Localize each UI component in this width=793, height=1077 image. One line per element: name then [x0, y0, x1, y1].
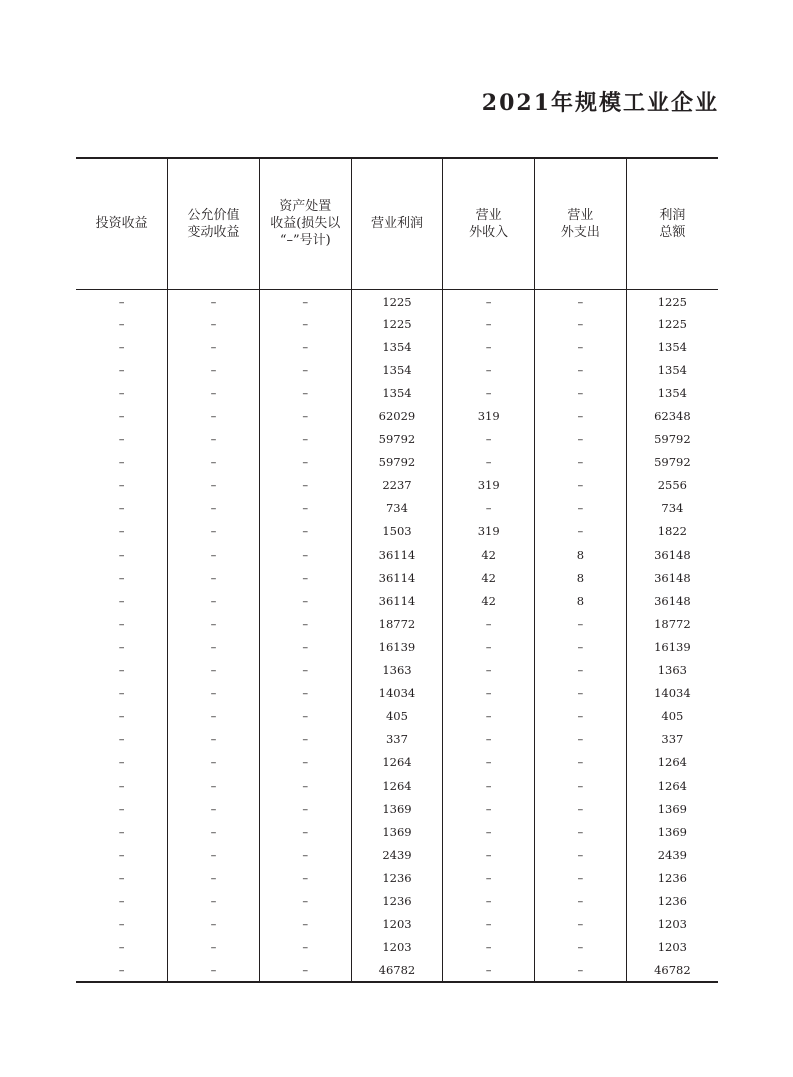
cell-total-profit: 1264: [626, 751, 718, 774]
cell-total-profit: 1369: [626, 820, 718, 843]
cell-non-operating-income: –: [443, 774, 535, 797]
cell-operating-profit: 2237: [351, 474, 443, 497]
table-row: [76, 289, 718, 312]
page-title: 2021年规模工业企业: [481, 90, 719, 116]
cell-non-operating-income: –: [443, 335, 535, 358]
cell-asset-disposal-income: –: [259, 682, 351, 705]
cell-operating-profit: 36114: [351, 543, 443, 566]
table-row: [76, 566, 718, 589]
cell-fair-value-change: –: [168, 358, 260, 381]
cell-non-operating-expense: –: [535, 358, 627, 381]
cell-investment-income: –: [118, 385, 125, 400]
cell-fair-value-change: –: [168, 404, 260, 427]
cell-fair-value-change: –: [168, 774, 260, 797]
table-row: [76, 913, 718, 936]
cell-operating-profit: 1363: [351, 659, 443, 682]
cell-asset-disposal-income: –: [259, 404, 351, 427]
cell-operating-profit: 2439: [351, 843, 443, 866]
cell-asset-disposal-income: –: [259, 589, 351, 612]
cell-non-operating-income: –: [443, 381, 535, 404]
cell-investment-income: –: [118, 547, 125, 562]
cell-asset-disposal-income: –: [259, 728, 351, 751]
table-body: [76, 289, 718, 982]
cell-total-profit: 734: [626, 497, 718, 520]
cell-total-profit: 62348: [626, 404, 718, 427]
cell-investment-income: –: [118, 339, 125, 354]
table-row: [76, 843, 718, 866]
cell-operating-profit: 1354: [351, 381, 443, 404]
cell-non-operating-income: –: [443, 797, 535, 820]
cell-fair-value-change: –: [168, 289, 260, 312]
cell-fair-value-change: –: [168, 866, 260, 889]
cell-asset-disposal-income: –: [259, 936, 351, 959]
cell-non-operating-expense: –: [535, 936, 627, 959]
header-operating-profit: 营业利润: [351, 158, 443, 289]
cell-non-operating-expense: –: [535, 404, 627, 427]
cell-investment-income: –: [118, 639, 125, 654]
cell-asset-disposal-income: –: [259, 566, 351, 589]
cell-operating-profit: 59792: [351, 451, 443, 474]
table-row: [76, 820, 718, 843]
cell-investment-income: –: [118, 362, 125, 377]
cell-total-profit: 14034: [626, 682, 718, 705]
cell-investment-income: –: [118, 824, 125, 839]
cell-fair-value-change: –: [168, 566, 260, 589]
cell-total-profit: 2439: [626, 843, 718, 866]
cell-investment-income: –: [76, 959, 168, 982]
cell-fair-value-change: –: [168, 635, 260, 658]
cell-asset-disposal-income: –: [259, 820, 351, 843]
table-row: [76, 312, 718, 335]
cell-total-profit: 1354: [626, 335, 718, 358]
table-row: [76, 751, 718, 774]
cell-investment-income: –: [118, 432, 125, 447]
cell-investment-income: –: [118, 732, 125, 747]
table-row: [76, 705, 718, 728]
cell-non-operating-expense: –: [535, 774, 627, 797]
cell-operating-profit: 36114: [351, 589, 443, 612]
cell-non-operating-expense: –: [535, 728, 627, 751]
cell-fair-value-change: –: [168, 797, 260, 820]
cell-total-profit: 1822: [626, 520, 718, 543]
cell-investment-income: –: [118, 409, 125, 424]
cell-operating-profit: 46782: [351, 959, 443, 982]
cell-non-operating-income: –: [443, 705, 535, 728]
cell-asset-disposal-income: –: [259, 358, 351, 381]
cell-asset-disposal-income: –: [259, 843, 351, 866]
cell-non-operating-income: –: [443, 312, 535, 335]
table-row: [76, 635, 718, 658]
cell-total-profit: 1264: [626, 774, 718, 797]
cell-total-profit: 18772: [626, 612, 718, 635]
cell-non-operating-income: –: [443, 635, 535, 658]
cell-total-profit: 16139: [626, 635, 718, 658]
cell-non-operating-income: –: [443, 959, 535, 982]
cell-non-operating-expense: –: [535, 659, 627, 682]
cell-total-profit: 1354: [626, 358, 718, 381]
cell-asset-disposal-income: –: [259, 520, 351, 543]
cell-investment-income: –: [118, 686, 125, 701]
cell-total-profit: 1203: [626, 913, 718, 936]
table-row: [76, 381, 718, 404]
cell-non-operating-income: 42: [443, 566, 535, 589]
table-row: [76, 589, 718, 612]
cell-investment-income: –: [118, 570, 125, 585]
cell-non-operating-expense: –: [535, 312, 627, 335]
cell-operating-profit: 1369: [351, 797, 443, 820]
table-row: [76, 936, 718, 959]
cell-total-profit: 1225: [626, 289, 718, 312]
cell-operating-profit: 1225: [351, 289, 443, 312]
table-row: [76, 335, 718, 358]
cell-fair-value-change: –: [168, 682, 260, 705]
table-row: [76, 520, 718, 543]
cell-fair-value-change: –: [168, 728, 260, 751]
cell-fair-value-change: –: [168, 589, 260, 612]
cell-fair-value-change: –: [168, 913, 260, 936]
cell-fair-value-change: –: [168, 959, 260, 982]
cell-investment-income: –: [118, 940, 125, 955]
cell-operating-profit: 1369: [351, 820, 443, 843]
cell-operating-profit: 1503: [351, 520, 443, 543]
cell-operating-profit: 1203: [351, 936, 443, 959]
table-row: [76, 959, 718, 982]
cell-operating-profit: 1203: [351, 913, 443, 936]
cell-total-profit: 59792: [626, 428, 718, 451]
cell-asset-disposal-income: –: [259, 797, 351, 820]
cell-asset-disposal-income: –: [259, 889, 351, 912]
cell-investment-income: –: [118, 663, 125, 678]
cell-operating-profit: 1264: [351, 751, 443, 774]
table-row: [76, 543, 718, 566]
header-asset-disposal-income: 资产处置 收益(损失以 “–”号计): [259, 158, 351, 289]
table-row: [76, 659, 718, 682]
cell-fair-value-change: –: [168, 451, 260, 474]
cell-operating-profit: 62029: [351, 404, 443, 427]
cell-fair-value-change: –: [168, 381, 260, 404]
header-row: [76, 158, 718, 289]
cell-asset-disposal-income: –: [259, 497, 351, 520]
header-non-operating-expense: 营业 外支出: [535, 158, 627, 289]
cell-non-operating-expense: 8: [535, 543, 627, 566]
cell-asset-disposal-income: –: [259, 428, 351, 451]
table-row: [76, 451, 718, 474]
cell-investment-income: –: [118, 709, 125, 724]
cell-fair-value-change: –: [168, 474, 260, 497]
cell-investment-income: –: [118, 316, 125, 331]
cell-fair-value-change: –: [168, 543, 260, 566]
table-row: [76, 889, 718, 912]
cell-investment-income: –: [118, 616, 125, 631]
cell-non-operating-income: –: [443, 659, 535, 682]
cell-investment-income: –: [118, 524, 125, 539]
cell-non-operating-income: –: [443, 682, 535, 705]
cell-non-operating-income: –: [443, 451, 535, 474]
cell-non-operating-expense: –: [535, 820, 627, 843]
cell-non-operating-expense: –: [535, 612, 627, 635]
cell-investment-income: –: [118, 847, 125, 862]
cell-non-operating-income: –: [443, 820, 535, 843]
cell-total-profit: 36148: [626, 566, 718, 589]
cell-fair-value-change: –: [168, 659, 260, 682]
header-non-operating-income: 营业 外收入: [443, 158, 535, 289]
cell-non-operating-income: –: [443, 358, 535, 381]
cell-non-operating-expense: –: [535, 797, 627, 820]
cell-asset-disposal-income: –: [259, 705, 351, 728]
cell-total-profit: 46782: [626, 959, 718, 982]
statistics-table-container: [76, 157, 718, 983]
cell-fair-value-change: –: [168, 428, 260, 451]
cell-operating-profit: 36114: [351, 566, 443, 589]
statistics-table: [76, 157, 718, 983]
cell-asset-disposal-income: –: [259, 913, 351, 936]
cell-investment-income: –: [118, 593, 125, 608]
cell-total-profit: 59792: [626, 451, 718, 474]
header-total-profit: 利润 总额: [626, 158, 718, 289]
cell-non-operating-income: –: [443, 913, 535, 936]
cell-total-profit: 36148: [626, 589, 718, 612]
cell-non-operating-expense: –: [535, 335, 627, 358]
cell-operating-profit: 734: [351, 497, 443, 520]
cell-non-operating-expense: –: [535, 889, 627, 912]
cell-non-operating-expense: –: [535, 520, 627, 543]
cell-total-profit: 405: [626, 705, 718, 728]
cell-operating-profit: 59792: [351, 428, 443, 451]
cell-asset-disposal-income: –: [259, 474, 351, 497]
cell-non-operating-expense: –: [535, 497, 627, 520]
cell-operating-profit: 1354: [351, 358, 443, 381]
cell-operating-profit: 405: [351, 705, 443, 728]
cell-non-operating-expense: –: [535, 289, 627, 312]
cell-fair-value-change: –: [168, 312, 260, 335]
cell-non-operating-income: 42: [443, 589, 535, 612]
cell-non-operating-income: –: [443, 889, 535, 912]
cell-non-operating-income: –: [443, 843, 535, 866]
cell-total-profit: 1203: [626, 936, 718, 959]
cell-asset-disposal-income: –: [259, 659, 351, 682]
cell-investment-income: –: [118, 478, 125, 493]
cell-non-operating-income: –: [443, 497, 535, 520]
cell-non-operating-expense: –: [535, 913, 627, 936]
cell-fair-value-change: –: [168, 520, 260, 543]
cell-non-operating-income: 319: [443, 404, 535, 427]
cell-investment-income: –: [118, 801, 125, 816]
cell-total-profit: 1236: [626, 866, 718, 889]
cell-fair-value-change: –: [168, 612, 260, 635]
table-row: [76, 497, 718, 520]
table-row: [76, 682, 718, 705]
cell-non-operating-income: –: [443, 289, 535, 312]
cell-non-operating-expense: –: [535, 635, 627, 658]
cell-operating-profit: 1354: [351, 335, 443, 358]
cell-non-operating-expense: –: [535, 751, 627, 774]
cell-operating-profit: 18772: [351, 612, 443, 635]
table-row: [76, 612, 718, 635]
cell-asset-disposal-income: –: [259, 774, 351, 797]
table-row: [76, 774, 718, 797]
cell-asset-disposal-income: –: [259, 451, 351, 474]
cell-operating-profit: 1236: [351, 866, 443, 889]
cell-investment-income: –: [118, 870, 125, 885]
cell-total-profit: 36148: [626, 543, 718, 566]
cell-fair-value-change: –: [168, 335, 260, 358]
cell-investment-income: –: [118, 893, 125, 908]
cell-operating-profit: 1236: [351, 889, 443, 912]
cell-non-operating-expense: –: [535, 843, 627, 866]
table-row: [76, 474, 718, 497]
cell-non-operating-expense: –: [535, 682, 627, 705]
cell-total-profit: 1354: [626, 381, 718, 404]
cell-asset-disposal-income: –: [259, 959, 351, 982]
cell-total-profit: 1363: [626, 659, 718, 682]
cell-asset-disposal-income: –: [259, 635, 351, 658]
cell-investment-income: –: [118, 501, 125, 516]
cell-non-operating-expense: –: [535, 451, 627, 474]
cell-operating-profit: 16139: [351, 635, 443, 658]
cell-asset-disposal-income: –: [259, 543, 351, 566]
cell-non-operating-income: –: [443, 428, 535, 451]
cell-total-profit: 1225: [626, 312, 718, 335]
cell-investment-income: –: [118, 917, 125, 932]
cell-asset-disposal-income: –: [259, 381, 351, 404]
cell-operating-profit: 337: [351, 728, 443, 751]
cell-non-operating-expense: 8: [535, 566, 627, 589]
table-row: [76, 404, 718, 427]
cell-asset-disposal-income: –: [259, 866, 351, 889]
cell-fair-value-change: –: [168, 889, 260, 912]
cell-non-operating-income: –: [443, 751, 535, 774]
cell-total-profit: 1369: [626, 797, 718, 820]
table-row: [76, 728, 718, 751]
table-row: [76, 358, 718, 381]
cell-non-operating-expense: –: [535, 474, 627, 497]
cell-asset-disposal-income: –: [259, 312, 351, 335]
cell-non-operating-income: –: [443, 936, 535, 959]
cell-investment-income: –: [118, 455, 125, 470]
cell-investment-income: –: [118, 778, 125, 793]
cell-non-operating-income: –: [443, 866, 535, 889]
cell-non-operating-income: 319: [443, 474, 535, 497]
cell-asset-disposal-income: –: [259, 335, 351, 358]
cell-non-operating-expense: –: [535, 705, 627, 728]
cell-fair-value-change: –: [168, 497, 260, 520]
cell-fair-value-change: –: [168, 705, 260, 728]
cell-non-operating-expense: –: [535, 959, 627, 982]
cell-investment-income: –: [118, 755, 125, 770]
cell-non-operating-income: –: [443, 612, 535, 635]
cell-operating-profit: 1225: [351, 312, 443, 335]
cell-total-profit: 2556: [626, 474, 718, 497]
cell-non-operating-income: –: [443, 728, 535, 751]
cell-non-operating-expense: –: [535, 428, 627, 451]
cell-total-profit: 337: [626, 728, 718, 751]
table-row: [76, 797, 718, 820]
table-row: [76, 866, 718, 889]
table-header: [76, 158, 718, 289]
cell-investment-income: –: [118, 294, 125, 309]
cell-non-operating-income: 319: [443, 520, 535, 543]
cell-fair-value-change: –: [168, 751, 260, 774]
cell-non-operating-income: 42: [443, 543, 535, 566]
table-row: [76, 428, 718, 451]
cell-non-operating-expense: 8: [535, 589, 627, 612]
cell-total-profit: 1236: [626, 889, 718, 912]
cell-asset-disposal-income: –: [259, 612, 351, 635]
cell-fair-value-change: –: [168, 843, 260, 866]
cell-fair-value-change: –: [168, 820, 260, 843]
cell-operating-profit: 14034: [351, 682, 443, 705]
cell-asset-disposal-income: –: [259, 289, 351, 312]
cell-fair-value-change: –: [168, 936, 260, 959]
cell-operating-profit: 1264: [351, 774, 443, 797]
header-fair-value-change: 公允价值 变动收益: [168, 158, 260, 289]
cell-non-operating-expense: –: [535, 381, 627, 404]
cell-asset-disposal-income: –: [259, 751, 351, 774]
cell-non-operating-expense: –: [535, 866, 627, 889]
header-investment-income: 投资收益: [76, 158, 168, 289]
